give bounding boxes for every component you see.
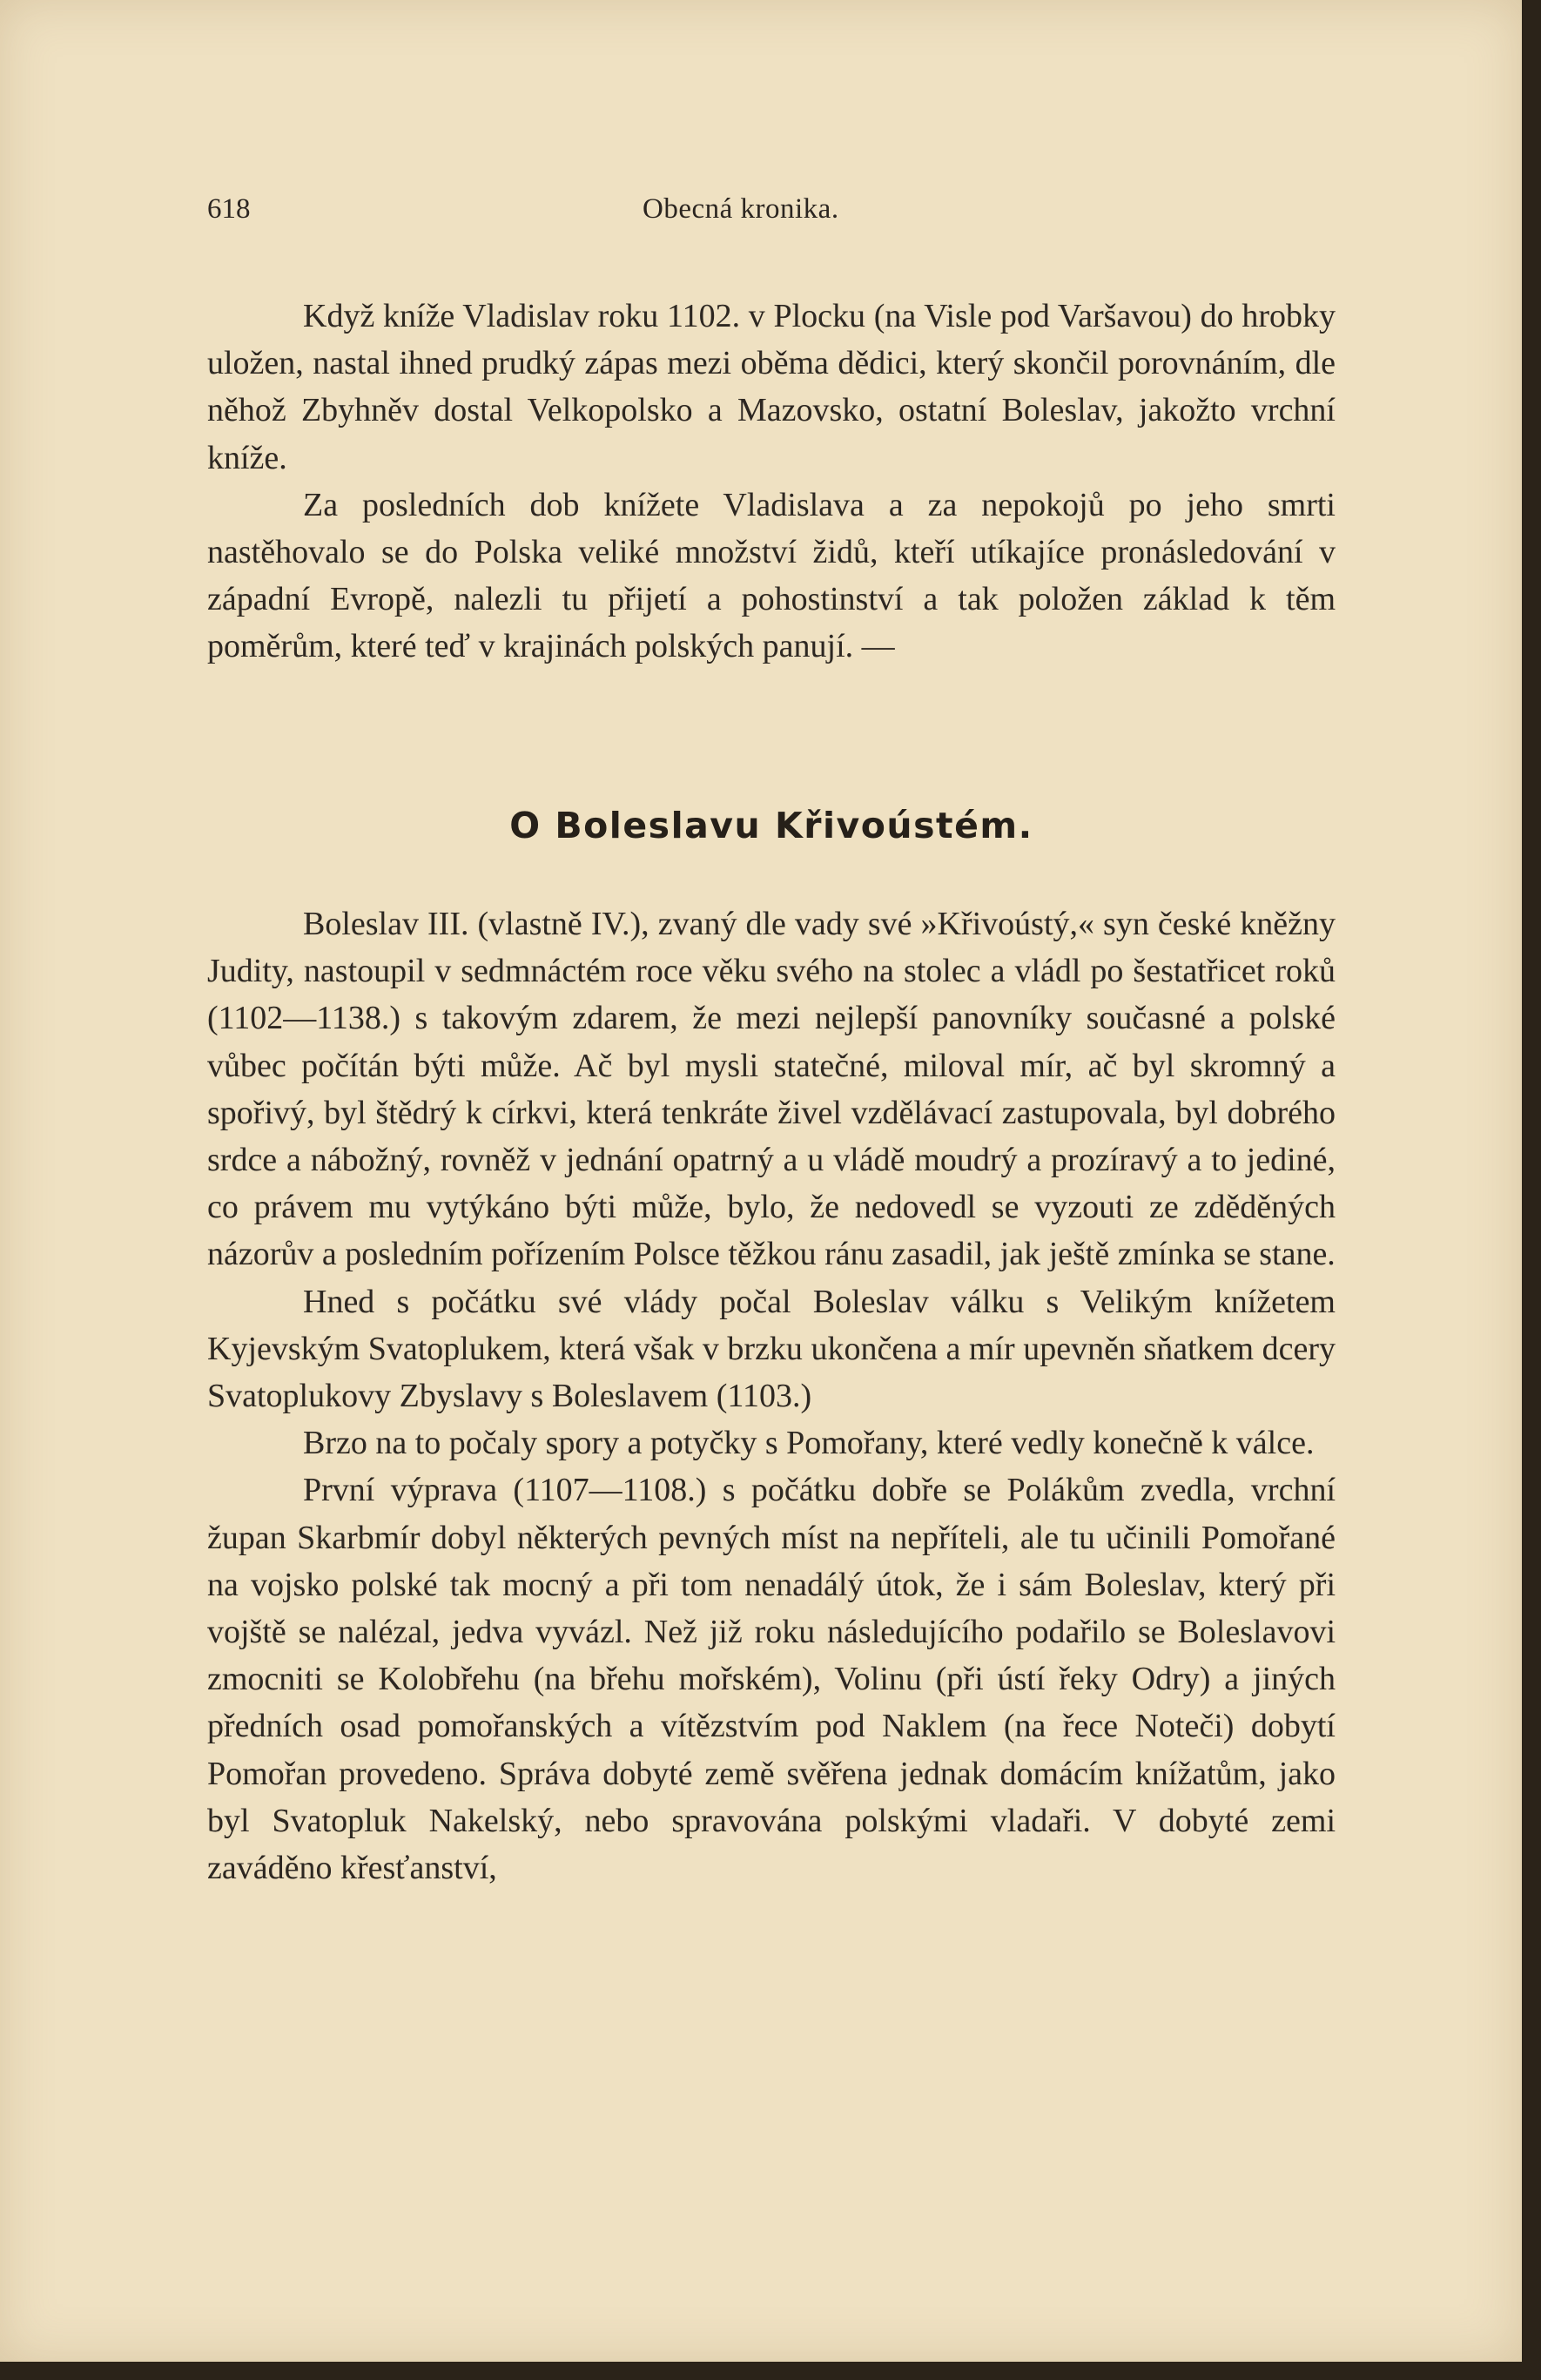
paragraph: První výprava (1107—1108.) s počátku dobře se Polákům zvedla, vrchní župan Skarbmír dobyl některých pevných míst na nepříteli, ale tu učinili Pomořané na vojsko polské tak mocný a při tom nenadálý útok, že i sám Boleslav, který při vojště se nalézal, jedva vyvázl. Než již roku následujícího podařilo se Boleslavovi zmocniti se Kolobřehu (na břehu mořském), Volinu (při ústí řeky Odry) a jiných předních osad pomořanských a vítězstvím pod Naklem (na řece Noteči) dobytí Pomořan provedeno. Správa dobyté země svěřena jednak domácím knížatům, jako byl Svatopluk Nakelský, nebo spravována polskými vladaři. V dobyté zemi zaváděno křesťanství, [207,1472,1336,1887]
section-heading: O Boleslavu Křivoústém. [509,805,1033,846]
opening-text-block [207,293,1336,671]
paragraph: Boleslav III. (vlastně IV.), zvaný dle vady své »Křivoústý,« syn české kněžny Judity, nastoupil v sedmnáctém roce věku svého na stolec a vládl po šestatřicet roků (1102—1138.) s takovým zdarem, že mezi nejlepší panovníky současné a polské vůbec počítán býti může. Ač byl mysli statečné, miloval mír, ač byl skromný a spořivý, byl štědrý k církvi, která tenkráte živel vzdělávací zastupovala, byl dobrého srdce a nábožný, rovněž v jednání opatrný a u vládě moudrý a prozíravý a to jediné, co právem mu vytýkáno býti může, bylo, že nedovedl se vyzouti ze zděděných názorův a posledním pořízením Polsce těžkou ránu zasadil, jak ještě zmínka se stane. [207,906,1336,1273]
paragraph: Brzo na to počaly spory a potyčky s Pomořany, které vedly konečně k válce. [303,1425,1315,1462]
page-number: 618 [207,193,251,225]
paragraph: Když kníže Vladislav roku 1102. v Plocku (na Visle pod Varšavou) do hrobky uložen, nastal ihned prudký zápas mezi oběma dědici, který skončil porovnáním, dle něhož Zbyhněv dostal Velkopolsko a Mazovsko, ostatní Boleslav, jakožto vrchní kníže. [207,298,1336,476]
section-text-block [207,900,1336,1891]
page-edge-bottom [0,2362,1541,2380]
running-title: Obecná kronika. [643,193,839,225]
page-edge-right [1522,0,1541,2380]
page-header [207,193,1336,237]
paragraph: Hned s počátku své vlády počal Boleslav válku s Velikým knížetem Kyjevským Svatoplukem, která však v brzku ukončena a mír upevněn sňatkem dcery Svatoplukovy Zbyslavy s Boleslavem (1103.) [207,1283,1336,1415]
paragraph: Za posledních dob knížete Vladislava a za nepokojů po jeho smrti nastěhovalo se do Polska veliké množství židů, kteří utíkajíce pronásledování v západní Evropě, nalezli tu přijetí a pohostinství a tak položen základ k těm poměrům, které teď v krajinách polských panují. — [207,486,1336,665]
